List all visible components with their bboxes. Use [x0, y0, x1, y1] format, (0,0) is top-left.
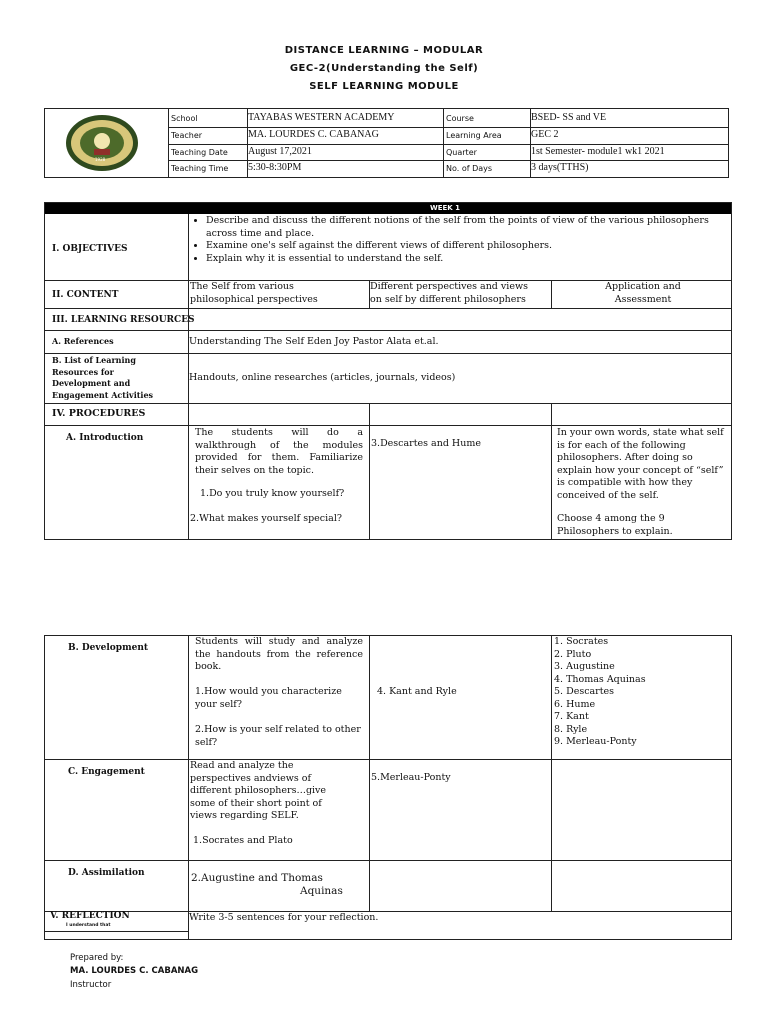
- date-value: August 17,2021: [248, 146, 312, 157]
- eng-col2: 5.Merleau-Ponty: [371, 772, 451, 783]
- assimilation-label: D. Assimilation: [68, 868, 145, 878]
- reflection-label: V. REFLECTION: [50, 911, 130, 921]
- objective-item: • Explain why it is essential to understand the self.: [206, 253, 712, 266]
- quarter-value: 1st Semester- module1 wk1 2021: [531, 146, 665, 157]
- course-value: BSED- SS and VE: [531, 112, 607, 123]
- philosopher-list: [554, 636, 726, 749]
- procedures-label: IV. PROCEDURES: [52, 408, 146, 419]
- philosopher-item: 2. Pluto: [554, 648, 592, 660]
- philosopher-item: 4. Thomas Aquinas: [554, 673, 646, 685]
- philosopher-item: 9. Merleau-Ponty: [554, 736, 637, 747]
- reflection-value: Write 3-5 sentences for your reflection.: [189, 912, 379, 923]
- philosopher-item: 8. Ryle: [554, 723, 588, 735]
- preparer-name: MA. LOURDES C. CABANAG: [70, 966, 199, 976]
- intro-col3a: In your own words, state what self is for each of the following philosophers. After doing so explain how your concept of “self” is compatible with how they conceived of the self.: [557, 427, 724, 501]
- objectives-label: I. OBJECTIVES: [52, 244, 128, 254]
- reflection-sub: I understand that: [66, 923, 111, 928]
- doc-title-line1: DISTANCE LEARNING – MODULAR: [284, 45, 484, 56]
- content-label: II. CONTENT: [52, 290, 119, 300]
- philosopher-item: 5. Descartes: [554, 686, 615, 697]
- philosopher-item: 3. Augustine: [554, 661, 615, 672]
- content-col3: Application and Assessment: [605, 281, 681, 305]
- date-label: Teaching Date: [171, 148, 228, 157]
- introduction-label: A. Introduction: [66, 433, 144, 443]
- dev-col2: 4. Kant and Ryle: [377, 686, 457, 697]
- time-value: 5:30-8:30PM: [248, 162, 302, 173]
- objective-item: • Describe and discuss the different notions of the self from the points of view of the various philosophers across time and place.: [206, 215, 712, 240]
- week-label: WEEK 1: [430, 204, 461, 212]
- quarter-label: Quarter: [446, 148, 477, 157]
- dev-q1: 1.How would you characterize your self?: [195, 686, 342, 710]
- days-value: 3 days(TTHS): [531, 162, 589, 173]
- eng-col1: Read and analyze the perspectives andviews of different philosophers…give some of their short point of views regarding SELF.: [190, 760, 327, 821]
- intro-col1: The students will do a walkthrough of the modules provided for them. Familiarize their selves on the topic.: [195, 427, 363, 476]
- objectives-list: [192, 215, 712, 265]
- teacher-label: Teacher: [171, 131, 203, 140]
- school-value: TAYABAS WESTERN ACADEMY: [248, 112, 395, 123]
- school-logo: [64, 113, 140, 173]
- days-label: No. of Days: [446, 164, 493, 173]
- objective-item: • Examine one's self against the different views of different philosophers.: [206, 240, 712, 253]
- intro-col3b: Choose 4 among the 9 Philosophers to explain.: [557, 513, 673, 537]
- intro-col2: 3.Descartes and Hume: [371, 438, 481, 449]
- philosopher-item: 7. Kant: [554, 711, 589, 722]
- course-label: Course: [446, 114, 474, 123]
- content-col1: The Self from various philosophical perspectives: [190, 281, 318, 305]
- doc-title-line3: SELF LEARNING MODULE: [309, 81, 459, 92]
- dev-q2: 2.How is your self related to other self?: [195, 724, 361, 748]
- development-label: B. Development: [68, 643, 149, 653]
- resources-label: III. LEARNING RESOURCES: [52, 315, 195, 325]
- content-col2: Different perspectives and views on self by different philosophers: [370, 281, 528, 305]
- week-bar: [45, 203, 731, 214]
- philosopher-item: 1. Socrates: [554, 636, 609, 647]
- resources-list-value: Handouts, online researches (articles, journals, videos): [189, 372, 456, 383]
- area-label: Learning Area: [446, 131, 502, 140]
- doc-title-line2: GEC-2(Understanding the Self): [289, 63, 479, 74]
- references-value: Understanding The Self Eden Joy Pastor Alata et.al.: [189, 336, 439, 347]
- preparer-role: Instructor: [70, 980, 112, 990]
- intro-q2: 2.What makes yourself special?: [190, 513, 342, 524]
- resources-list-label: B. List of Learning Resources for Development and Engagement Activities: [52, 355, 154, 400]
- school-label: School: [171, 114, 198, 123]
- teacher-value: MA. LOURDES C. CABANAG: [248, 129, 379, 140]
- dev-col1: Students will study and analyze the handouts from the reference book.: [195, 636, 363, 672]
- engagement-label: C. Engagement: [68, 767, 145, 777]
- assim-col1a: 2.Augustine and Thomas: [191, 872, 323, 884]
- eng-q1: 1.Socrates and Plato: [193, 835, 293, 846]
- intro-q1: 1.Do you truly know yourself?: [200, 488, 345, 499]
- time-label: Teaching Time: [171, 164, 229, 173]
- philosopher-item: 6. Hume: [554, 698, 596, 710]
- assim-col1b: Aquinas: [300, 885, 343, 897]
- references-label: A. References: [52, 336, 114, 346]
- prepared-by: Prepared by:: [70, 953, 124, 963]
- logo-year: 1928: [95, 157, 106, 162]
- area-value: GEC 2: [531, 129, 559, 140]
